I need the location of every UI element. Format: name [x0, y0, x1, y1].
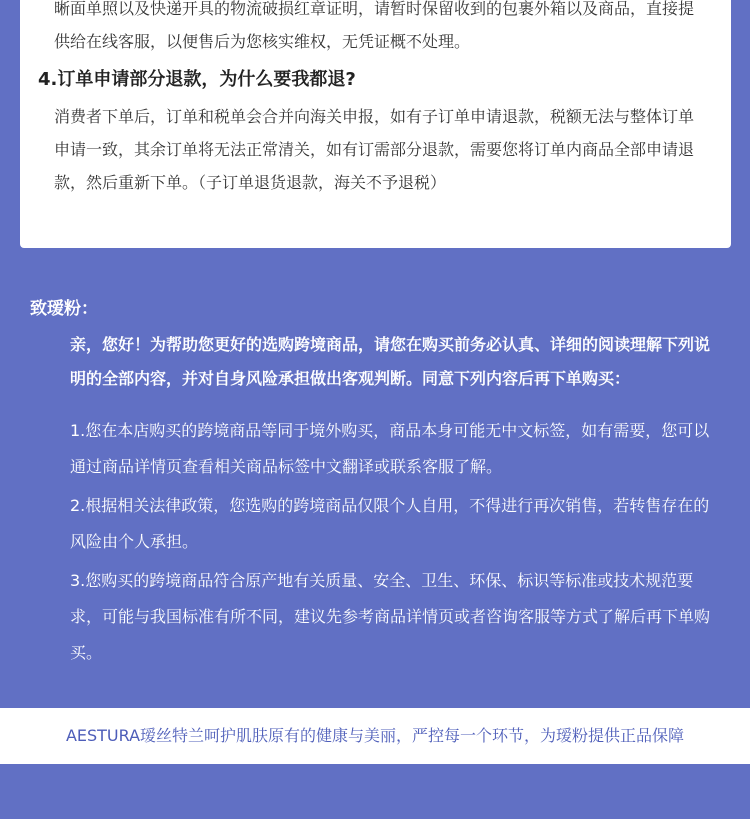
bottom-band [0, 764, 750, 819]
footer-tagline: AESTURA瑷丝特兰呵护肌肤原有的健康与美丽，严控每一个环节，为瑷粉提供正品保障 [65, 726, 685, 745]
faq-question-4: 4.订单申请部分退款，为什么要我都退? [38, 69, 356, 90]
faq-continued-text: 晰面单照以及快递开具的物流破损红章证明，请暂时保留收到的包裹外箱以及商品，直接提供给在线客服，以便售后为您核实维权，无凭证概不处理。 [54, 0, 695, 51]
footer-strip [0, 708, 750, 764]
notice-title: 致瑷粉： [30, 299, 98, 319]
notice-intro: 亲，您好！为帮助您更好的选购跨境商品，请您在购买前务必认真、详细的阅读理解下列说明的全部内容，并对自身风险承担做出客观判断。同意下列内容后再下单购买： [70, 335, 711, 388]
faq-answer-4: 消费者下单后，订单和税单会合并向海关申报，如有子订单申请退款，税额无法与整体订单申请一致，其余订单将无法正常清关，如有订需部分退款，需要您将订单内商品全部申请退款，然后重新下单。（子订单退货退款，海关不予退税） [54, 107, 695, 192]
notice-item-2: 2.根据相关法律政策，您选购的跨境商品仅限个人自用，不得进行再次销售，若转售存在的风险由个人承担。 [70, 496, 710, 551]
faq-card [20, 0, 731, 248]
notice-item-3: 3.您购买的跨境商品符合原产地有关质量、安全、卫生、环保、标识等标准或技术规范要求，可能与我国标准有所不同，建议先参考商品详情页或者咨询客服等方式了解后再下单购买。 [70, 571, 711, 662]
notice-item-1: 1.您在本店购买的跨境商品等同于境外购买，商品本身可能无中文标签，如有需要，您可以通过商品详情页查看相关商品标签中文翻译或联系客服了解。 [70, 421, 710, 476]
